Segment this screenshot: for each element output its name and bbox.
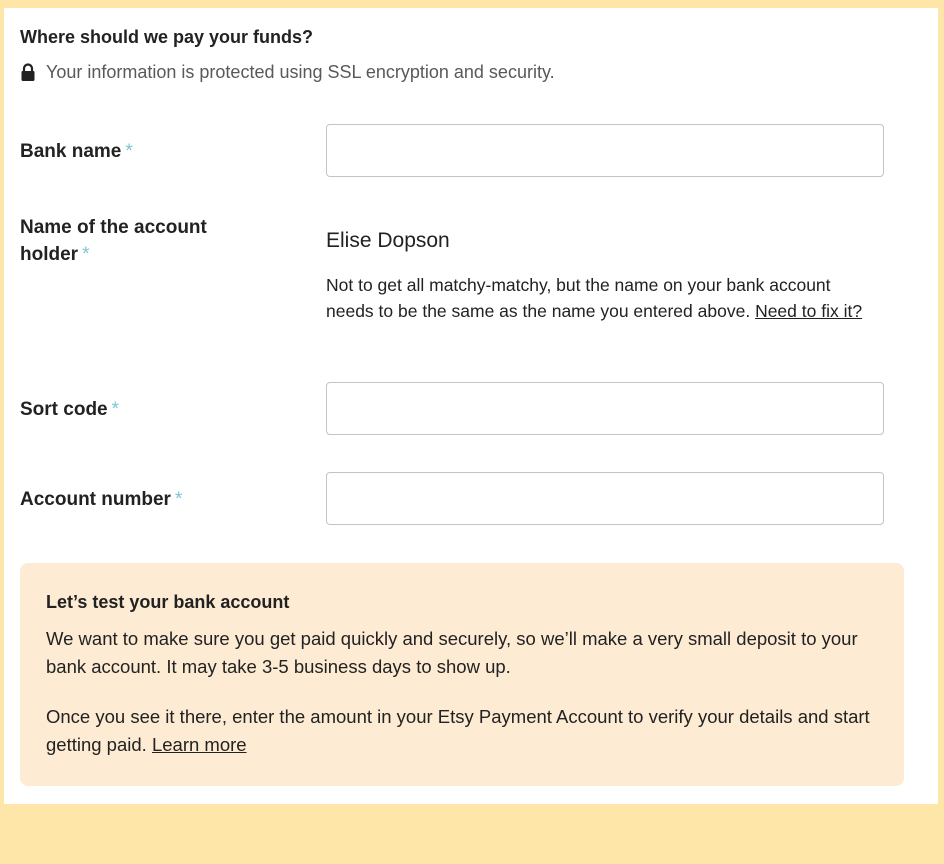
- required-marker: *: [82, 244, 90, 265]
- panel-title: Let’s test your bank account: [46, 592, 290, 612]
- test-bank-account-panel: [20, 563, 904, 786]
- security-note-text: Your information is protected using SSL encryption and security.: [46, 62, 555, 82]
- account-number-label: [20, 486, 260, 513]
- sort-code-input[interactable]: [326, 382, 884, 435]
- sort-code-label-text: Sort code: [20, 399, 108, 420]
- lock-icon: [20, 63, 38, 83]
- bank-name-label: [20, 138, 260, 165]
- panel-paragraph-2: [46, 703, 878, 759]
- account-holder-label: [20, 214, 260, 268]
- learn-more-link[interactable]: Learn more: [151, 734, 247, 755]
- sort-code-label: [20, 396, 260, 423]
- required-marker: *: [174, 489, 183, 510]
- required-marker: *: [111, 399, 120, 420]
- account-holder-label-text: Name of the account holder: [20, 217, 207, 265]
- payout-form-card: [4, 8, 938, 804]
- bank-name-label-text: Bank name: [20, 141, 122, 162]
- panel-paragraph-2-text: Once you see it there, enter the amount in your Etsy Payment Account to verify your details and start getting paid.: [46, 706, 870, 755]
- security-note: [20, 62, 555, 83]
- bank-name-input[interactable]: [326, 124, 884, 177]
- account-holder-name: Elise Dopson: [326, 229, 450, 252]
- account-holder-help-text: Not to get all matchy-matchy, but the name on your bank account needs to be the same as the name you entered above.: [326, 275, 831, 321]
- fix-name-link[interactable]: Need to fix it?: [755, 301, 863, 321]
- required-marker: *: [125, 141, 133, 162]
- account-number-input[interactable]: [326, 472, 884, 525]
- panel-paragraph-1: We want to make sure you get paid quickly and securely, so we’ll make a very small deposit to your bank account. It may take 3-5 business days to show up.: [46, 628, 858, 677]
- form-heading: Where should we pay your funds?: [20, 27, 314, 47]
- account-number-label-text: Account number: [20, 489, 171, 510]
- account-holder-help: [326, 272, 866, 324]
